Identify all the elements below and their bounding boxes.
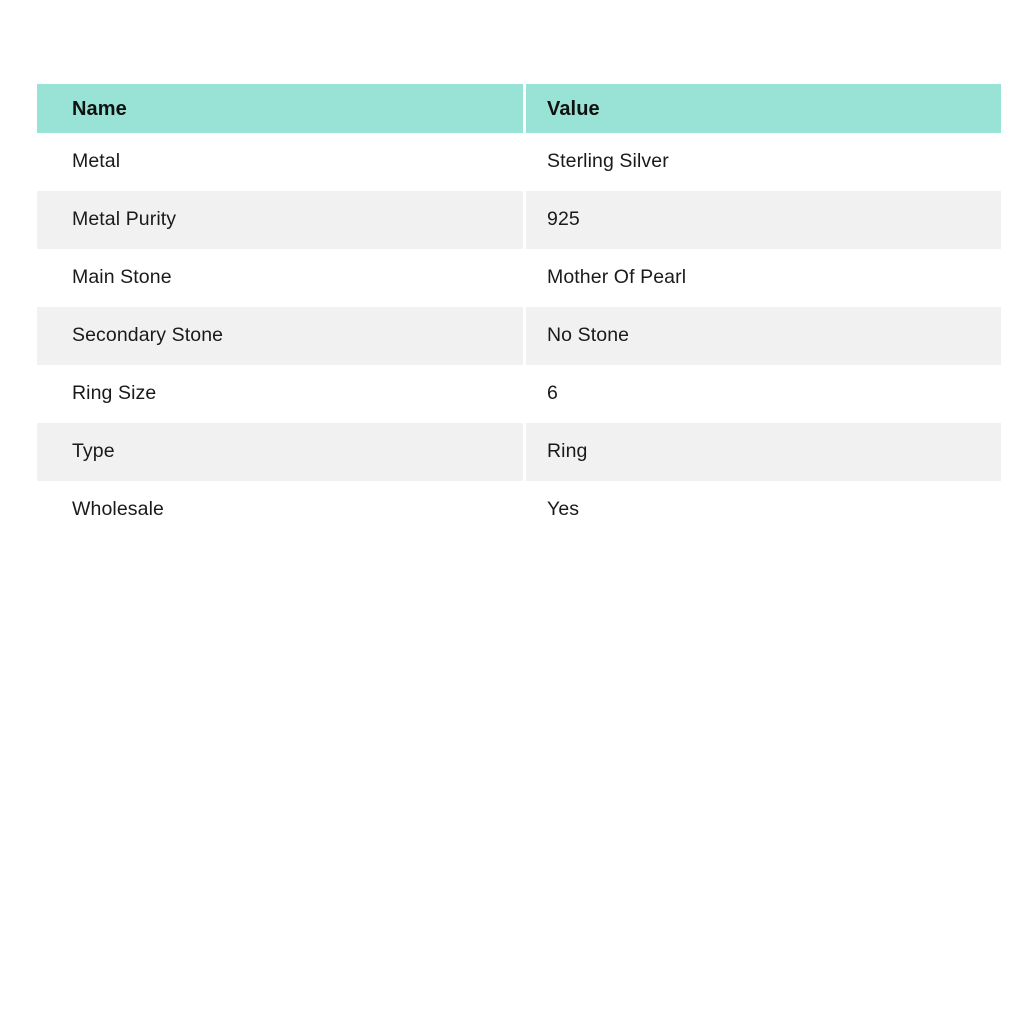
table-row: [37, 133, 1001, 191]
attribute-value: Ring: [526, 423, 1001, 481]
table-row: [37, 191, 1001, 249]
header-cell-value: Value: [526, 84, 1001, 133]
attribute-name: Wholesale: [37, 481, 523, 539]
attribute-value: 6: [526, 365, 1001, 423]
table-header-row: [37, 84, 1001, 133]
attribute-name: Type: [37, 423, 523, 481]
table-row: [37, 365, 1001, 423]
table-row: [37, 249, 1001, 307]
header-cell-name: Name: [37, 84, 523, 133]
attribute-name: Metal: [37, 133, 523, 191]
attribute-value: Yes: [526, 481, 1001, 539]
attribute-value: Mother Of Pearl: [526, 249, 1001, 307]
attribute-value: Sterling Silver: [526, 133, 1001, 191]
attribute-value: No Stone: [526, 307, 1001, 365]
attribute-name: Main Stone: [37, 249, 523, 307]
table-row: [37, 481, 1001, 539]
table-row: [37, 307, 1001, 365]
product-specs-table: [37, 84, 1001, 539]
attribute-value: 925: [526, 191, 1001, 249]
attribute-name: Secondary Stone: [37, 307, 523, 365]
table-row: [37, 423, 1001, 481]
attribute-name: Metal Purity: [37, 191, 523, 249]
attribute-name: Ring Size: [37, 365, 523, 423]
